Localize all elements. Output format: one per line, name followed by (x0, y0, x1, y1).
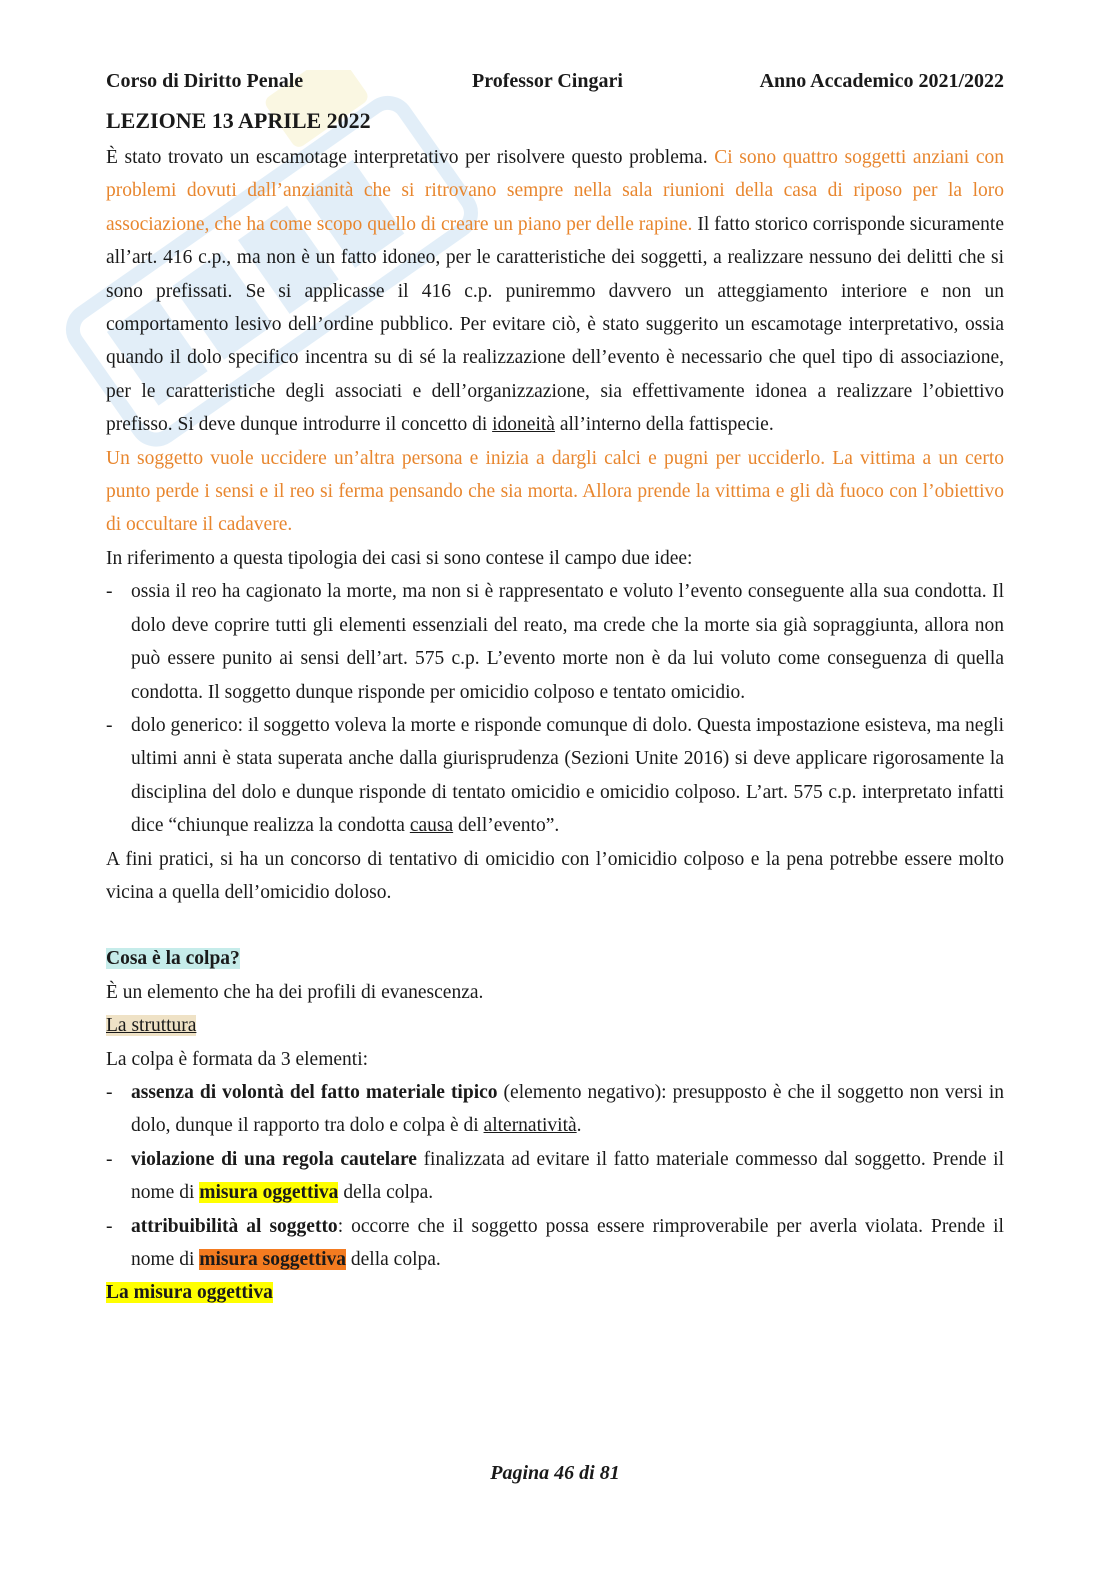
header-year: Anno Accademico 2021/2022 (759, 70, 1004, 92)
header-course: Corso di Diritto Penale (106, 70, 304, 92)
heading-struttura-text: La struttura (106, 1015, 197, 1037)
spacer (106, 909, 1004, 942)
element-2-end: della colpa. (338, 1182, 434, 1204)
document-body (106, 141, 1004, 1310)
p1-example-orange: Ci sono quattro soggetti anziani con problemi dovuti dall’anzianità che si ritrovano sempre nella sala riunioni della casa di riposo per la loro associazione, che ha come scopo quello di creare un piano per delle rapine. (106, 147, 1004, 235)
element-2-bold: violazione di una regola cautelare (131, 1148, 417, 1170)
element-1-end: . (576, 1115, 582, 1137)
element-1-text: (elemento negativo): presupposto è che il soggetto non versi in dolo, dunque il rapporto tra dolo e colpa è di (131, 1081, 1004, 1137)
element-1-alternativita: alternatività (483, 1115, 577, 1137)
element-2-text: finalizzata ad evitare il fatto materiale commesso dal soggetto. Prende il nome di (131, 1148, 1004, 1204)
list-item (106, 1143, 1004, 1210)
p1-text-b: Il fatto storico corrisponde sicuramente all’art. 416 c.p., ma non è un fatto idoneo, per le caratteristiche dei soggetti, a realizzare nessuno dei delitti che si sono prefissati. Se si applicasse il 416 c.p. puniremmo davvero un atteggiamento interiore e non un comportamento lesivo dell’ordine pubblico. Per evitare ciò, è stato suggerito un escamotage interpretativo, ossia quando il dolo specifico incentra su di sé la realizzazione dell’evento è necessario che quel tipo di associazione, per le caratteristiche degli associati e dell’organizzazione, sia effettivamente idonea a realizzare l’obiettivo prefisso. Si deve dunque introdurre il concetto di (106, 213, 1004, 436)
paragraph-tre-elementi: La colpa è formata da 3 elementi: (106, 1048, 369, 1070)
paragraph-fini-pratici: A fini pratici, si ha un concorso di tentativo di omicidio con l’omicidio colposo e la pena potrebbe essere molto vicina a quella dell’omicidio doloso. (106, 848, 1004, 903)
idea-2-text-b: dell’evento”. (453, 815, 560, 837)
element-3-text: : occorre che il soggetto possa essere rimproverabile per averla violata. Prende il nome di (131, 1215, 1004, 1270)
bullet-dash: - (106, 581, 113, 603)
list-item (106, 1210, 1004, 1277)
paragraph-escamotage (106, 141, 1004, 442)
heading-cosa-colpa (106, 942, 1004, 975)
bullet-dash: - (106, 1215, 113, 1237)
header-professor: Professor Cingari (472, 70, 623, 92)
heading-colpa-text: Cosa è la colpa? (106, 948, 240, 970)
list-item (106, 575, 1004, 709)
idea-2-text-a: dolo generico: il soggetto voleva la morte e risponde comunque di dolo. Questa impostazione esisteva, ma negli ultimi anni è stata superata anche dalla giurisprudenza (Sezioni Unite 2016) si deve applicare rigorosamente la disciplina del dolo e dunque risponde di tentato omicidio e omicidio colposo. L’art. 575 c.p. interpretato infatti dice “chiunque realizza la condotta (131, 714, 1004, 837)
bullet-dash: - (106, 1081, 113, 1103)
element-3-misura-soggettiva: misura soggettiva (199, 1249, 347, 1270)
bullet-dash: - (106, 1148, 113, 1170)
list-item (106, 709, 1004, 843)
element-3-bold: attribuibilità al soggetto (131, 1215, 338, 1237)
list-item (106, 1076, 1004, 1143)
heading-misura-oggettiva (106, 1276, 1004, 1309)
idea-1-text: ossia il reo ha cagionato la morte, ma non si è rappresentato e voluto l’evento conseguente alla sua condotta. Il dolo deve coprire tutti gli elementi essenziali del reato, ma crede che la morte sia già sopraggiunta, allora non può essere punito ai sensi dell’art. 575 c.p. L’evento morte non è da lui voluto come conseguenza di quella condotta. Il soggetto dunque risponde per omicidio colposo e tentato omicidio. (131, 581, 1004, 703)
paragraph-evanescenza: È un elemento che ha dei profili di evanescenza. (106, 981, 484, 1003)
p1-text-c: all’interno della fattispecie. (554, 414, 774, 436)
paragraph-two-ideas: In riferimento a questa tipologia dei casi si sono contese il campo due idee: (106, 547, 693, 569)
ideas-list (106, 575, 1004, 842)
bullet-dash: - (106, 714, 113, 736)
page-number: Pagina 46 di 81 (490, 1462, 620, 1484)
lesson-title: LEZIONE 13 APRILE 2022 (106, 108, 371, 133)
heading-struttura (106, 1009, 1004, 1042)
paragraph-example-victim: Un soggetto vuole uccidere un’altra persona e inizia a dargli calci e pugni per ucciderlo. La vittima a un certo punto perde i sensi e il reo si ferma pensando che sia morta. Allora prende la vittima e gli dà fuoco con l’obiettivo di occultare il cadavere. (106, 447, 1004, 536)
idea-2-causa: causa (409, 815, 454, 837)
p1-text-a: È stato trovato un escamotage interpretativo per risolvere questo problema. (106, 147, 715, 168)
element-1-bold: assenza di volontà del fatto materiale tipico (131, 1081, 498, 1103)
element-3-end: della colpa. (346, 1249, 441, 1270)
heading-misura-text: La misura oggettiva (106, 1282, 273, 1304)
element-2-misura-oggettiva: misura oggettiva (199, 1182, 339, 1204)
elements-list (106, 1076, 1004, 1276)
p1-idoneita: idoneità (492, 414, 555, 436)
